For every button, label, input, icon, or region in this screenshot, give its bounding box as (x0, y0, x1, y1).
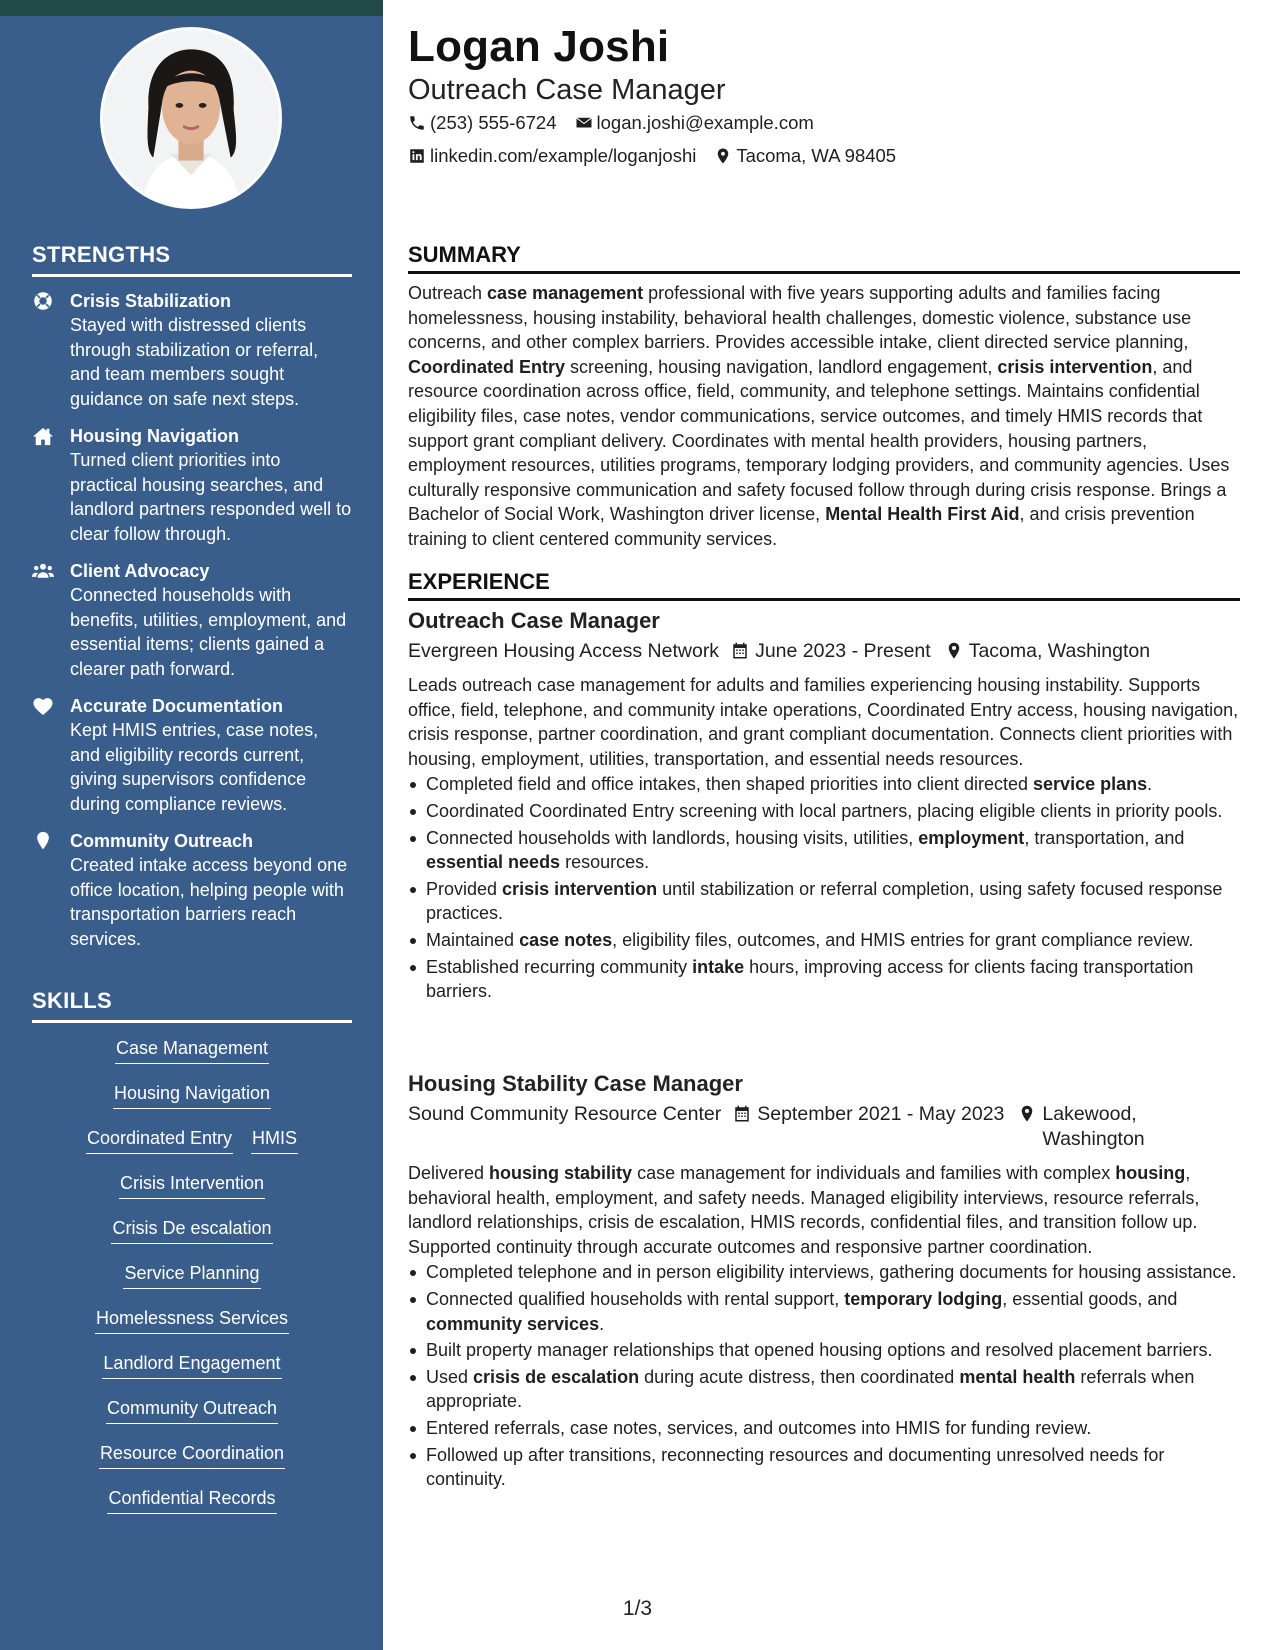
skill-tag: Confidential Records (107, 1486, 276, 1514)
emphasized-text: mental health (959, 1366, 1076, 1387)
text-run: case management for individuals and families with complex (632, 1163, 1116, 1183)
bullet-item (408, 877, 1240, 926)
skill-tag: Landlord Engagement (102, 1351, 281, 1379)
skill-tag: Resource Coordination (99, 1441, 285, 1469)
skill-row (32, 1351, 352, 1396)
portrait-illustration (103, 30, 279, 206)
skill-tag: Coordinated Entry (86, 1126, 233, 1154)
strength-title: Accurate Documentation (70, 696, 284, 716)
text-run: , transportation, and (1024, 827, 1185, 848)
text-run: screening, housing navigation, landlord engagement, (565, 356, 998, 377)
text-run: referrals when appropriate. (426, 1366, 1195, 1412)
bullet-item (408, 772, 1240, 797)
skill-tag: Homelessness Services (95, 1306, 289, 1334)
strength-text (70, 829, 352, 951)
map-pin-icon (1018, 1105, 1036, 1123)
job-meta (408, 639, 1240, 664)
email-contact[interactable] (575, 112, 814, 134)
skill-row (32, 1216, 352, 1261)
job-bullets (408, 1260, 1240, 1491)
summary-paragraph (408, 281, 1240, 552)
job-location-text: Tacoma, Washington (968, 640, 1151, 662)
linkedin-text[interactable]: linkedin.com/example/loganjoshi (430, 145, 697, 166)
phone-icon (408, 114, 426, 132)
skill-row (32, 1261, 352, 1306)
emphasized-text: crisis intervention (997, 356, 1153, 377)
phone-text: (253) 555-6724 (430, 112, 557, 133)
skills-heading: SKILLS (32, 988, 352, 1023)
linkedin-icon (408, 147, 426, 165)
emphasized-text: community services (426, 1313, 600, 1334)
skill-row (32, 1126, 352, 1171)
sidebar-top-accent (0, 0, 383, 16)
emphasized-text: temporary lodging (844, 1288, 1003, 1309)
strengths-heading: STRENGTHS (32, 242, 352, 277)
strength-title: Crisis Stabilization (70, 291, 232, 311)
email-text[interactable]: logan.joshi@example.com (596, 112, 814, 133)
strength-item (32, 289, 352, 411)
job-bullets (408, 772, 1240, 1003)
skill-row (32, 1486, 352, 1531)
map-pin-icon (945, 642, 963, 660)
text-run: professional with five years supporting adults and families facing homelessness, housing instability, behavioral health challenges, domestic violence, substance use concerns, and other complex barriers. Provides accessible intake, client directed service planning, (408, 283, 1192, 353)
linkedin-contact[interactable] (408, 145, 696, 167)
strength-text (70, 694, 352, 816)
bullet-item (408, 1287, 1240, 1336)
bullet-item (408, 799, 1240, 824)
strength-text (70, 289, 352, 411)
text-run: Entered referrals, case notes, services, and outcomes into HMIS for funding review. (426, 1417, 1092, 1438)
emphasized-text: Mental Health First Aid (825, 504, 1020, 525)
experience-heading: EXPERIENCE (408, 569, 1240, 601)
text-run: , and resource coordination across office, field, community, and telephone settings. Maintains confidential eligibility files, case notes, vendor communications, service outcomes, and timely HMIS records that support grant compliant delivery. Coordinates with mental health providers, housing partners, employment resources, utilities programs, temporary lodging providers, and community agencies. Uses culturally responsive communication and safety focused follow through during crisis response. Brings a Bachelor of Social Work, Washington driver license, (408, 356, 1230, 525)
text-run: Leads outreach case management for adults and families experiencing housing instability. Supports office, field, telephone, and community intake operations, Coordinated Entry access, housing navigation, crisis response, partner coordination, and grant compliant documentation. Connects client priorities with housing, employment, utilities, transportation, and essential needs resources. (408, 675, 1239, 769)
text-run: Followed up after transitions, reconnecting resources and documenting unresolved needs for continuity. (426, 1444, 1165, 1490)
text-run: Provided (426, 878, 503, 899)
skill-tag: Service Planning (123, 1261, 260, 1289)
candidate-name: Logan Joshi (408, 22, 670, 71)
skill-row (32, 1036, 352, 1081)
text-run: Maintained (426, 929, 520, 950)
candidate-title: Outreach Case Manager (408, 74, 726, 106)
text-run: resources. (560, 852, 650, 873)
envelope-icon (575, 114, 593, 132)
strength-item (32, 424, 352, 546)
life-ring-icon (32, 289, 70, 411)
job-dates-text: June 2023 - Present (755, 640, 931, 662)
text-run: hours, improving access for clients facing transportation barriers. (426, 956, 1194, 1002)
text-run: Built property manager relationships that opened housing options and resolved placement barriers. (426, 1340, 1213, 1361)
bullet-item (408, 928, 1240, 953)
location-contact (714, 145, 896, 167)
emphasized-text: crisis de escalation (473, 1366, 640, 1387)
text-run: Connected qualified households with rental support, (426, 1288, 845, 1309)
strength-title: Client Advocacy (70, 561, 210, 581)
job-title: Outreach Case Manager (408, 608, 660, 633)
skill-row (32, 1081, 352, 1126)
strength-text (70, 424, 352, 546)
contact-row-2 (408, 145, 896, 167)
text-run: Connected households with landlords, housing visits, utilities, (426, 827, 919, 848)
job-dates (733, 1102, 1004, 1152)
bullet-item (408, 826, 1240, 875)
calendar-icon (731, 642, 749, 660)
emphasized-text: case management (487, 283, 644, 303)
text-run: Established recurring community (426, 956, 693, 977)
emphasized-text: service plans (1033, 774, 1148, 795)
map-pin-icon (32, 829, 70, 951)
emphasized-text: housing (1115, 1163, 1186, 1183)
skill-row (32, 1171, 352, 1216)
bullet-item (408, 1338, 1240, 1363)
map-pin-icon (714, 147, 732, 165)
skill-row (32, 1306, 352, 1351)
strength-description: Turned client priorities into practical housing searches, and landlord partners responded well to clear follow through. (70, 450, 352, 544)
bullet-item (408, 1365, 1240, 1414)
emphasized-text: crisis intervention (502, 878, 658, 899)
strength-description: Created intake access beyond one office location, helping people with transportation barriers reach services. (70, 855, 348, 949)
skill-tag: Crisis De escalation (111, 1216, 272, 1244)
emphasized-text: case notes (519, 929, 613, 950)
strength-item (32, 829, 352, 951)
skill-tag: Community Outreach (106, 1396, 278, 1424)
text-run: Coordinated Coordinated Entry screening with local partners, placing eligible clients in priority pools. (426, 800, 1223, 821)
bullet-item (408, 1443, 1240, 1492)
company-name: Evergreen Housing Access Network (408, 640, 720, 662)
text-run: Completed telephone and in person eligibility interviews, gathering documents for housing assistance. (426, 1262, 1237, 1283)
text-run: Used (426, 1366, 474, 1387)
phone-contact (408, 112, 557, 134)
emphasized-text: essential needs (426, 852, 561, 873)
job-title: Housing Stability Case Manager (408, 1071, 743, 1096)
strength-text (70, 559, 352, 681)
job-entry (408, 607, 1240, 1006)
emphasized-text: employment (918, 827, 1025, 848)
bullet-item (408, 1260, 1240, 1285)
bullet-item (408, 1416, 1240, 1441)
job-description (408, 673, 1240, 771)
skill-tag: Housing Navigation (113, 1081, 271, 1109)
text-run: , eligibility files, outcomes, and HMIS entries for grant compliance review. (612, 929, 1194, 950)
home-icon (32, 424, 70, 546)
job-dates-text: September 2021 - May 2023 (757, 1103, 1005, 1125)
heart-icon (32, 694, 70, 816)
text-run: Outreach (408, 283, 488, 303)
text-run: . (1147, 774, 1153, 795)
users-icon (32, 559, 70, 681)
strength-item (32, 694, 352, 816)
job-location (945, 639, 1150, 664)
skill-tag: Crisis Intervention (119, 1171, 265, 1199)
skill-row (32, 1396, 352, 1441)
text-run: during acute distress, then coordinated (639, 1366, 960, 1387)
emphasized-text: Coordinated Entry (408, 356, 566, 377)
text-run: Completed field and office intakes, then shaped priorities into client directed (426, 774, 1034, 795)
skill-tag: HMIS (251, 1126, 298, 1154)
sidebar (0, 0, 383, 1650)
strength-description: Kept HMIS entries, case notes, and eligibility records current, giving supervisors confidence during compliance reviews. (70, 720, 319, 814)
emphasized-text: intake (692, 956, 745, 977)
bullet-item (408, 955, 1240, 1004)
skill-row (32, 1441, 352, 1486)
job-entry (408, 1070, 1240, 1494)
profile-photo (100, 27, 282, 209)
strength-description: Connected households with benefits, utilities, employment, and essential items; clients gained a clearer path forward. (70, 585, 347, 679)
calendar-icon (733, 1105, 751, 1123)
strength-item (32, 559, 352, 681)
skills-list (32, 1036, 352, 1531)
strength-title: Community Outreach (70, 831, 254, 851)
strengths-list (32, 289, 352, 964)
location-text: Tacoma, WA 98405 (736, 145, 897, 166)
job-description (408, 1161, 1240, 1259)
contact-row (408, 112, 814, 134)
job-dates (731, 639, 931, 664)
strength-description: Stayed with distressed clients through stabilization or referral, and team members sought guidance on safe next steps. (70, 315, 319, 409)
company-name: Sound Community Resource Center (408, 1103, 722, 1125)
emphasized-text: housing stability (489, 1163, 633, 1183)
text-run: . (599, 1313, 605, 1334)
text-run: , behavioral health, employment, and safety needs. Managed eligibility interviews, resource referrals, landlord relationships, crisis de escalation, HMIS records, confidential files, and transition follow up. Supported continuity through accurate outcomes and responsive partner coordination. (408, 1163, 1200, 1257)
job-location (1018, 1102, 1172, 1152)
strength-title: Housing Navigation (70, 426, 240, 446)
summary-heading: SUMMARY (408, 242, 1240, 274)
page-number: 1/3 (622, 1597, 653, 1620)
job-location-text: Lakewood, Washington (1042, 1103, 1145, 1150)
text-run: Delivered (408, 1163, 490, 1183)
text-run: until stabilization or referral completion, using safety focused response practices. (426, 878, 1223, 924)
skill-tag: Case Management (115, 1036, 269, 1064)
text-run: , and crisis prevention training to client centered community services. (408, 504, 1195, 549)
text-run: , essential goods, and (1002, 1288, 1178, 1309)
job-meta (408, 1102, 1240, 1152)
